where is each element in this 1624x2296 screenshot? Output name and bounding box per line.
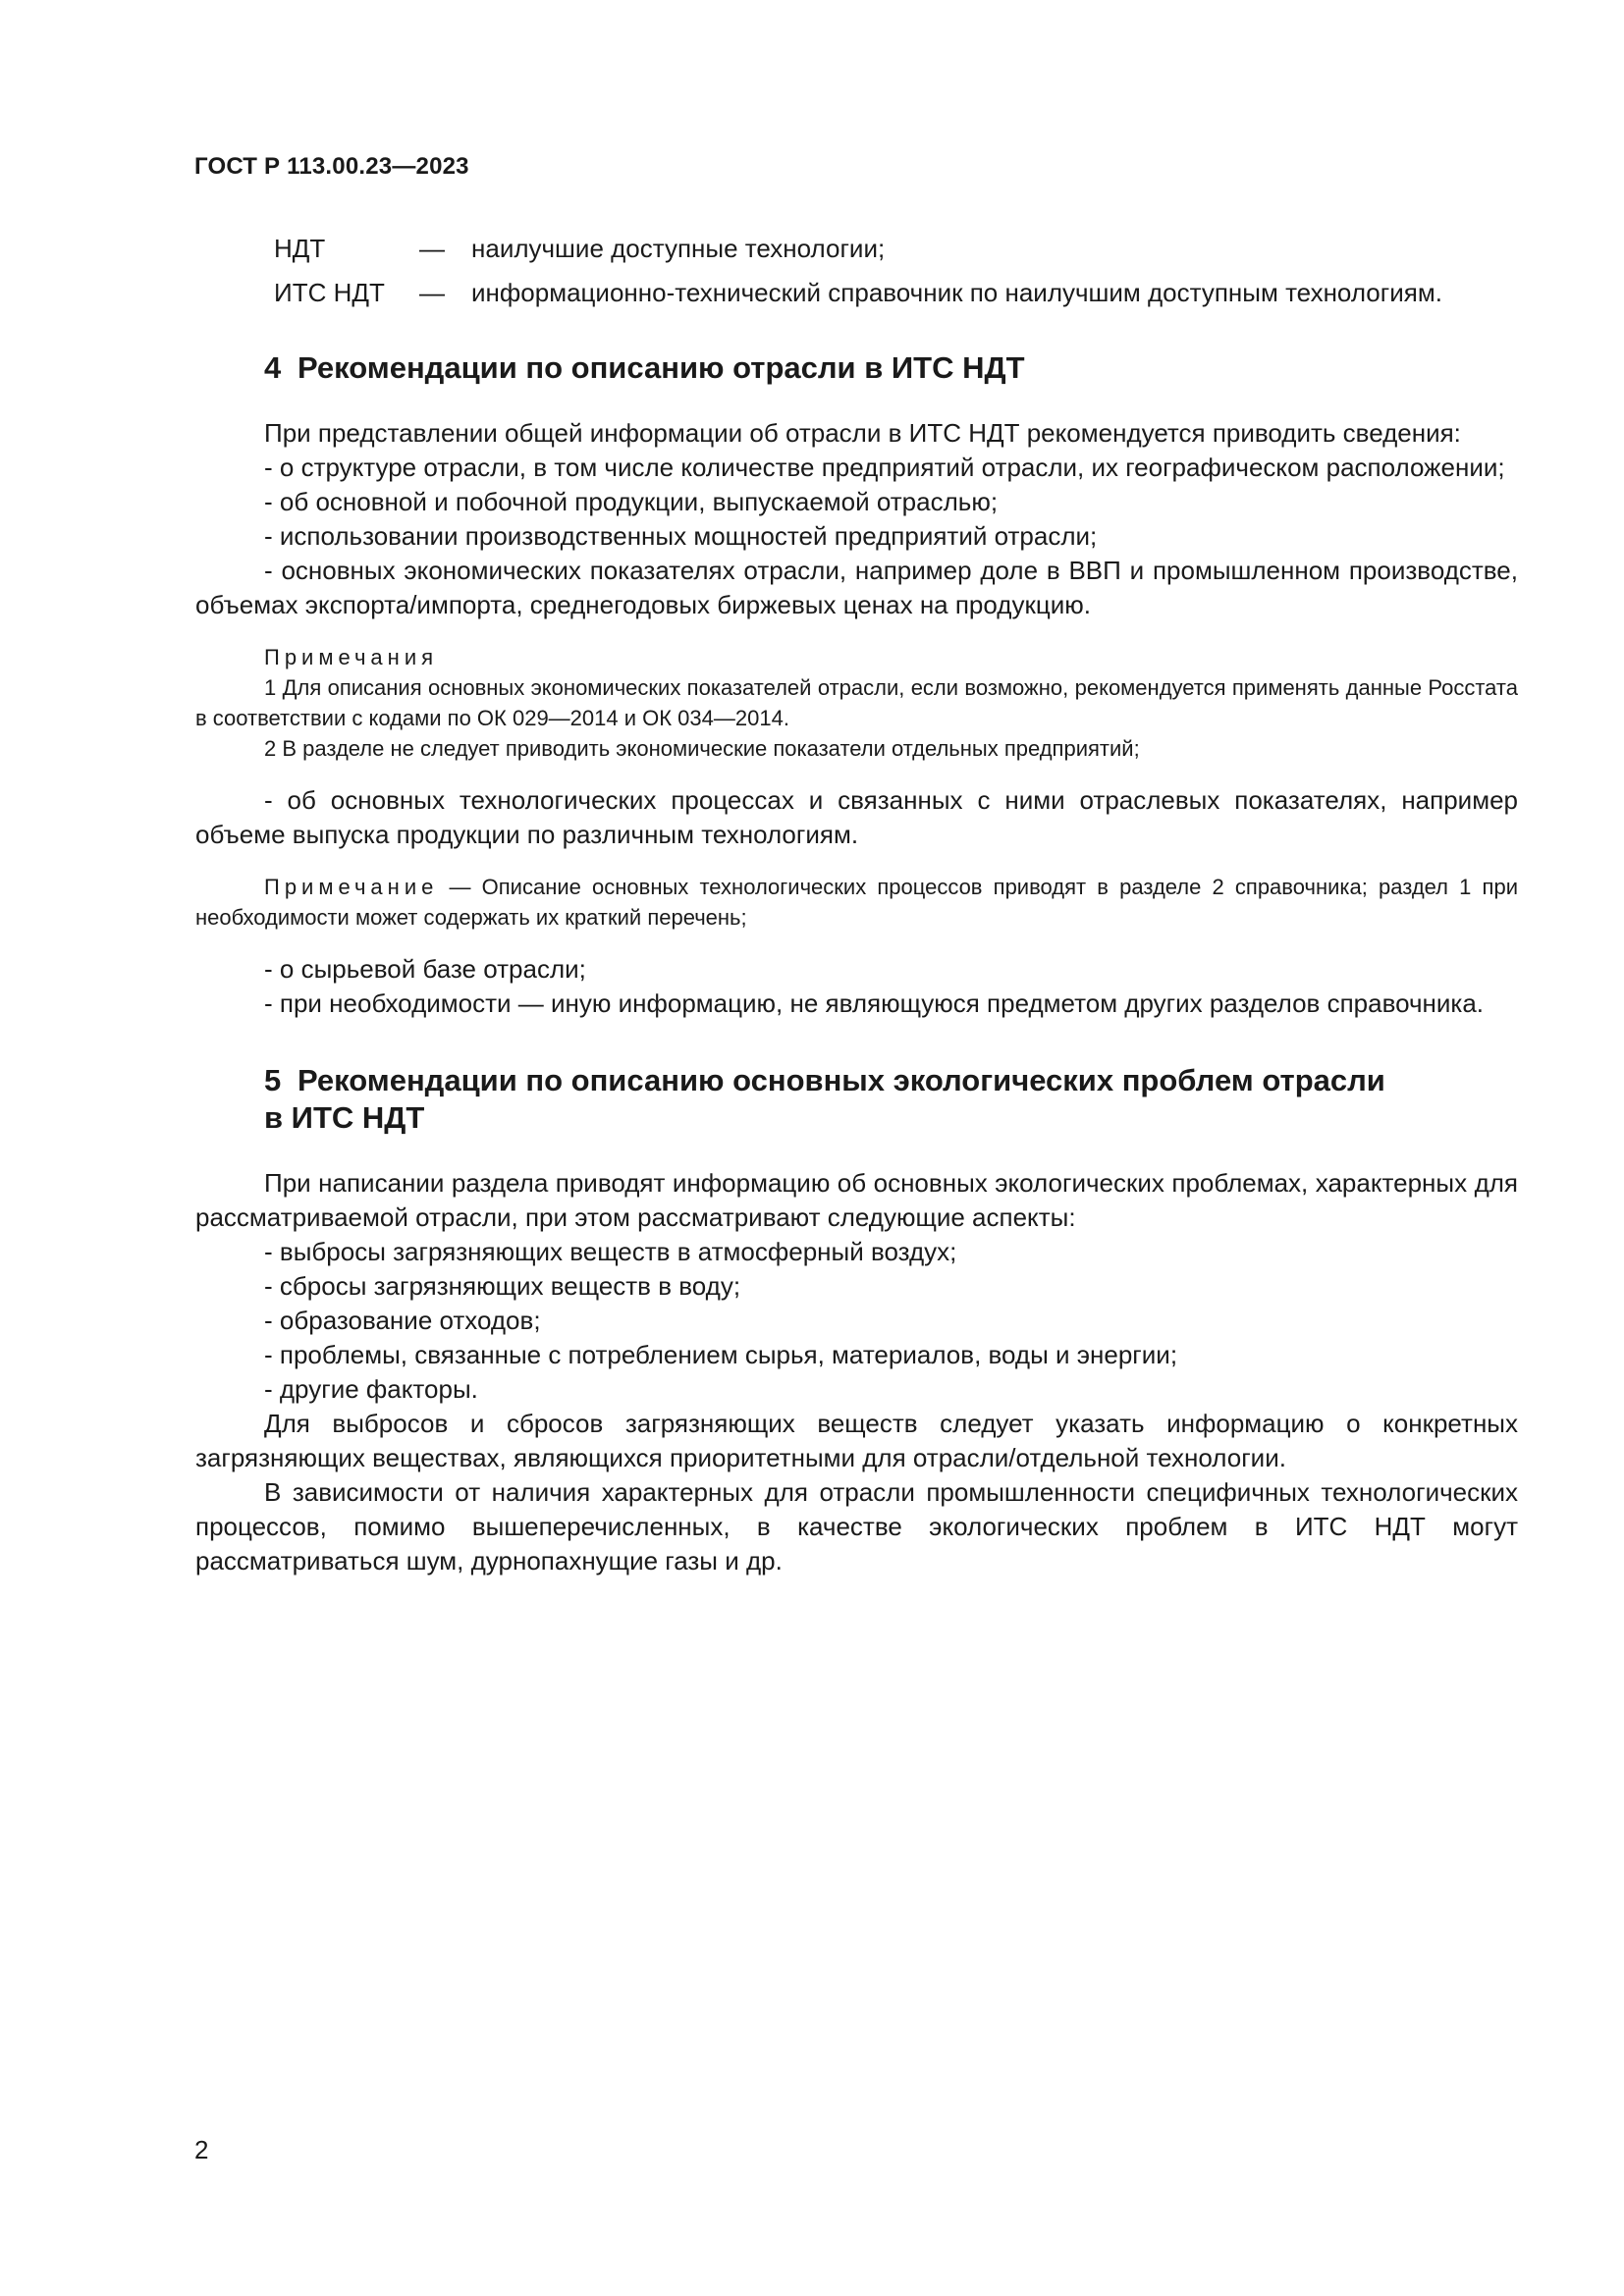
section-title: Рекомендации по описанию отрасли в ИТС НДТ [298, 350, 1025, 385]
document-header: ГОСТ Р 113.00.23—2023 [194, 153, 469, 180]
list-item: - образование отходов; [264, 1306, 541, 1335]
abbreviation-definition: наилучшие доступные технологии; [471, 234, 886, 263]
abbreviation-dash: — [419, 278, 445, 307]
note-heading: Примечание [264, 875, 439, 899]
list-item: - другие факторы. [264, 1374, 478, 1404]
section-number: 4 [264, 350, 282, 385]
note-text: — Описание основных технологических процессов приводят в разделе 2 справочника; раздел 1 при необходимости может содержать их краткий перечень; [195, 875, 1518, 930]
notes-heading: Примечания [264, 645, 439, 669]
notes-block [195, 642, 1518, 764]
abbreviation-row [274, 276, 1518, 310]
list-item: - использовании производственных мощностей предприятий отрасли; [264, 521, 1098, 551]
note-item: 1 Для описания основных экономических показателей отрасли, если возможно, рекомендуется применять данные Росстата в соответствии с кодами по ОК 029—2014 и ОК 034—2014. [195, 675, 1518, 730]
list-item: - проблемы, связанные с потреблением сырья, материалов, воды и энергии; [264, 1340, 1178, 1369]
abbreviation-dash: — [419, 234, 445, 263]
abbreviation-term: ИТС НДТ [274, 278, 385, 307]
section-4-heading [195, 349, 1518, 387]
list-item: - сбросы загрязняющих веществ в воду; [264, 1271, 741, 1301]
paragraph: Для выбросов и сбросов загрязняющих веществ следует указать информацию о конкретных загрязняющих веществах, являющихся приоритетными для отрасли/отдельной технологии. [195, 1409, 1518, 1472]
page-number: 2 [194, 2135, 209, 2164]
paragraph: При написании раздела приводят информацию об основных экологических проблемах, характерных для рассматриваемой отрасли, при этом рассматривают следующие аспекты: [195, 1168, 1518, 1232]
note-paragraph [195, 872, 1518, 933]
list-item: - при необходимости — иную информацию, не являющуюся предметом других разделов справочника. [264, 988, 1485, 1018]
abbreviation-term: НДТ [274, 234, 326, 263]
note-block [195, 872, 1518, 933]
abbreviation-definition: информационно-технический справочник по наилучшим доступным технологиям. [471, 278, 1442, 307]
list-item: - о структуре отрасли, в том числе количестве предприятий отрасли, их географическом расположении; [264, 453, 1505, 482]
section-title-line-1: Рекомендации по описанию основных экологических проблем отрасли [298, 1063, 1385, 1097]
list-item: - об основной и побочной продукции, выпускаемой отраслью; [264, 487, 999, 516]
page-content [195, 232, 1518, 1578]
paragraph: В зависимости от наличия характерных для отрасли промышленности специфичных технологических процессов, помимо вышеперечисленных, в качестве экологических проблем в ИТС НДТ могут рассматриваться шум, дурнопахнущие газы и др. [195, 1477, 1518, 1575]
note-item: 2 В разделе не следует приводить экономические показатели отдельных предприятий; [264, 736, 1140, 761]
list-item: - основных экономических показателях отрасли, например доле в ВВП и промышленном производстве, объемах экспорта/импорта, среднегодовых биржевых ценах на продукцию. [195, 556, 1518, 619]
list-item: - о сырьевой базе отрасли; [264, 954, 586, 984]
paragraph: При представлении общей информации об отрасли в ИТС НДТ рекомендуется приводить сведения: [264, 418, 1461, 448]
section-5-heading [195, 1062, 1518, 1137]
list-item: - об основных технологических процессах и связанных с ними отраслевых показателях, например объеме выпуска продукции по различным технологиям. [195, 785, 1518, 849]
section-number: 5 [264, 1063, 282, 1097]
list-item: - выбросы загрязняющих веществ в атмосферный воздух; [264, 1237, 957, 1266]
section-title-line-2: в ИТС НДТ [264, 1100, 425, 1135]
abbreviation-row [274, 232, 1518, 266]
